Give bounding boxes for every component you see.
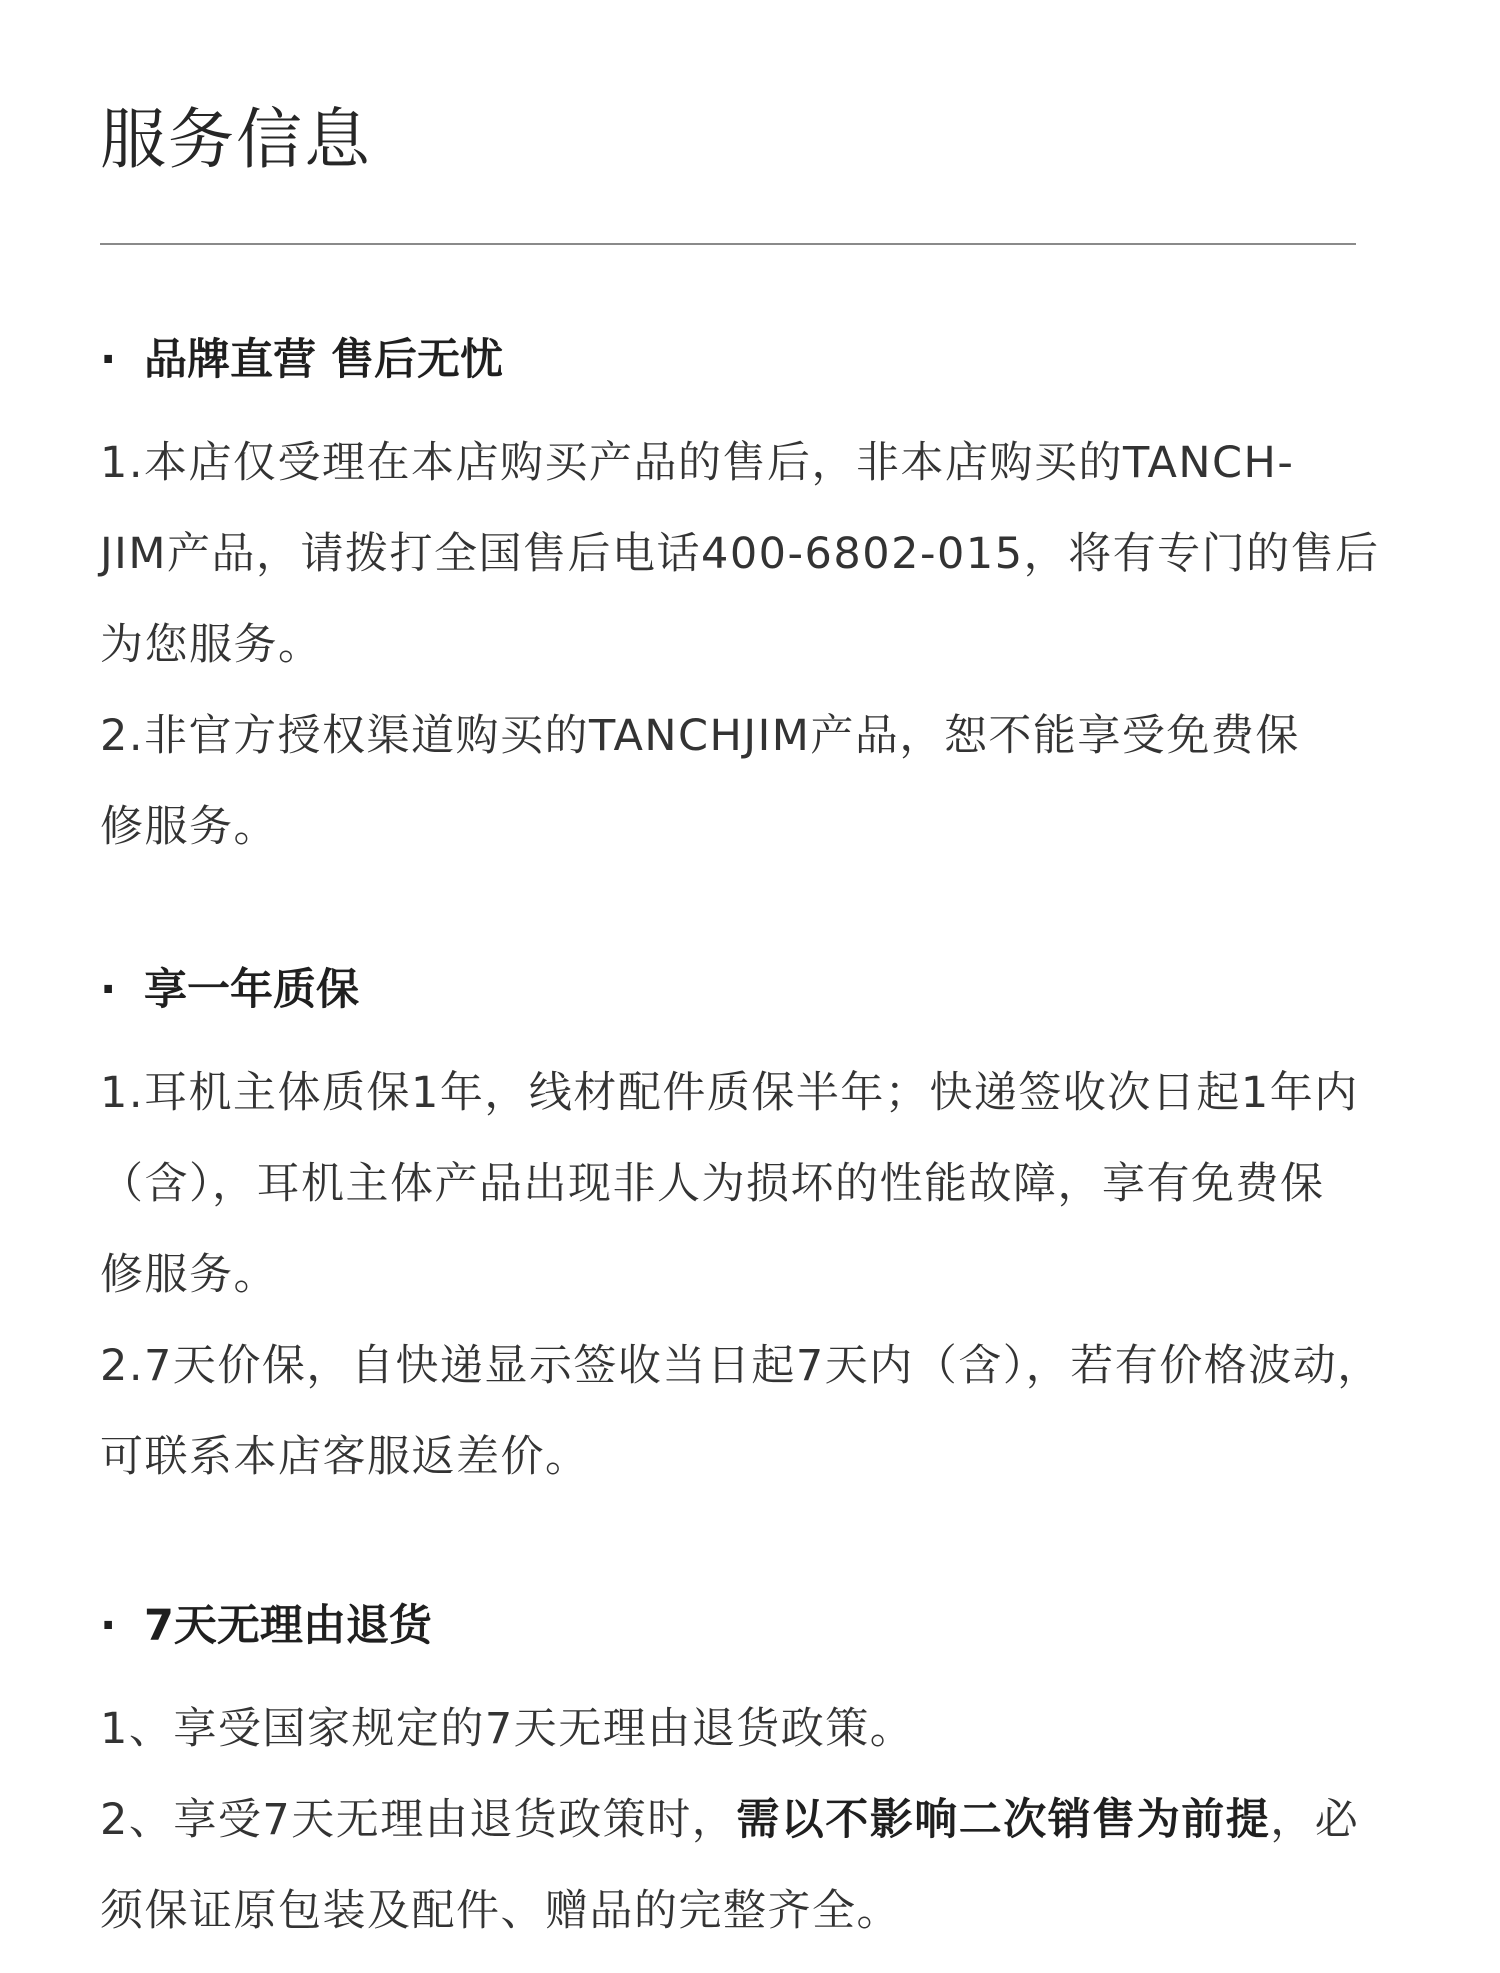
paragraph-1 [100, 1684, 1400, 1775]
bullet-mark: · [100, 335, 117, 385]
paragraph-line: 2.非官方授权渠道购买的TANCHJIM产品，恕不能享受免费保 [100, 711, 1300, 761]
section-heading [100, 960, 1400, 1020]
section-one-year-warranty [100, 960, 1400, 1503]
paragraph-line: 须保证原包装及配件、赠品的完整齐全。 [100, 1886, 901, 1936]
paragraph-line: 为您服务。 [100, 620, 323, 670]
line-suffix: ，必 [1270, 1795, 1360, 1845]
paragraph-1 [100, 418, 1400, 691]
bullet-mark: · [100, 1601, 117, 1651]
line-prefix: 2、享受7天无理由退货政策时， [100, 1795, 737, 1845]
section-heading [100, 1596, 1400, 1656]
section-heading [100, 330, 1400, 390]
paragraph-line: 可联系本店客服返差价。 [100, 1432, 590, 1482]
section-heading-text: 7天无理由退货 [144, 1601, 432, 1651]
paragraph-line [100, 1775, 1400, 1866]
emphasis-text: 需以不影响二次销售为前提 [736, 1795, 1271, 1845]
paragraph-2 [100, 691, 1400, 873]
paragraph-line: 修服务。 [100, 1250, 278, 1300]
page-title: 服务信息 [100, 101, 372, 178]
paragraph-2 [100, 1321, 1400, 1503]
paragraph-line: 1.本店仅受理在本店购买产品的售后，非本店购买的TANCH- [100, 438, 1295, 488]
paragraph-1 [100, 1048, 1400, 1321]
bullet-mark: · [100, 965, 117, 1015]
section-seven-day-return [100, 1596, 1400, 1957]
section-brand-direct [100, 330, 1400, 873]
paragraph-2 [100, 1775, 1400, 1957]
section-heading-text: 品牌直营 售后无忧 [144, 335, 503, 385]
paragraph-line: 1.耳机主体质保1年，线材配件质保半年；快递签收次日起1年内 [100, 1068, 1359, 1118]
paragraph-line: JIM产品，请拨打全国售后电话400-6802-015，将有专门的售后 [100, 529, 1380, 579]
paragraph-line: 修服务。 [100, 802, 278, 852]
title-divider [100, 243, 1356, 245]
paragraph-line: 1、享受国家规定的7天无理由退货政策。 [100, 1704, 915, 1754]
paragraph-line: （含），耳机主体产品出现非人为损坏的性能故障，享有免费保 [100, 1159, 1325, 1209]
section-heading-text: 享一年质保 [144, 965, 359, 1015]
paragraph-line: 2.7天价保，自快递显示签收当日起7天内（含），若有价格波动， [100, 1341, 1382, 1391]
